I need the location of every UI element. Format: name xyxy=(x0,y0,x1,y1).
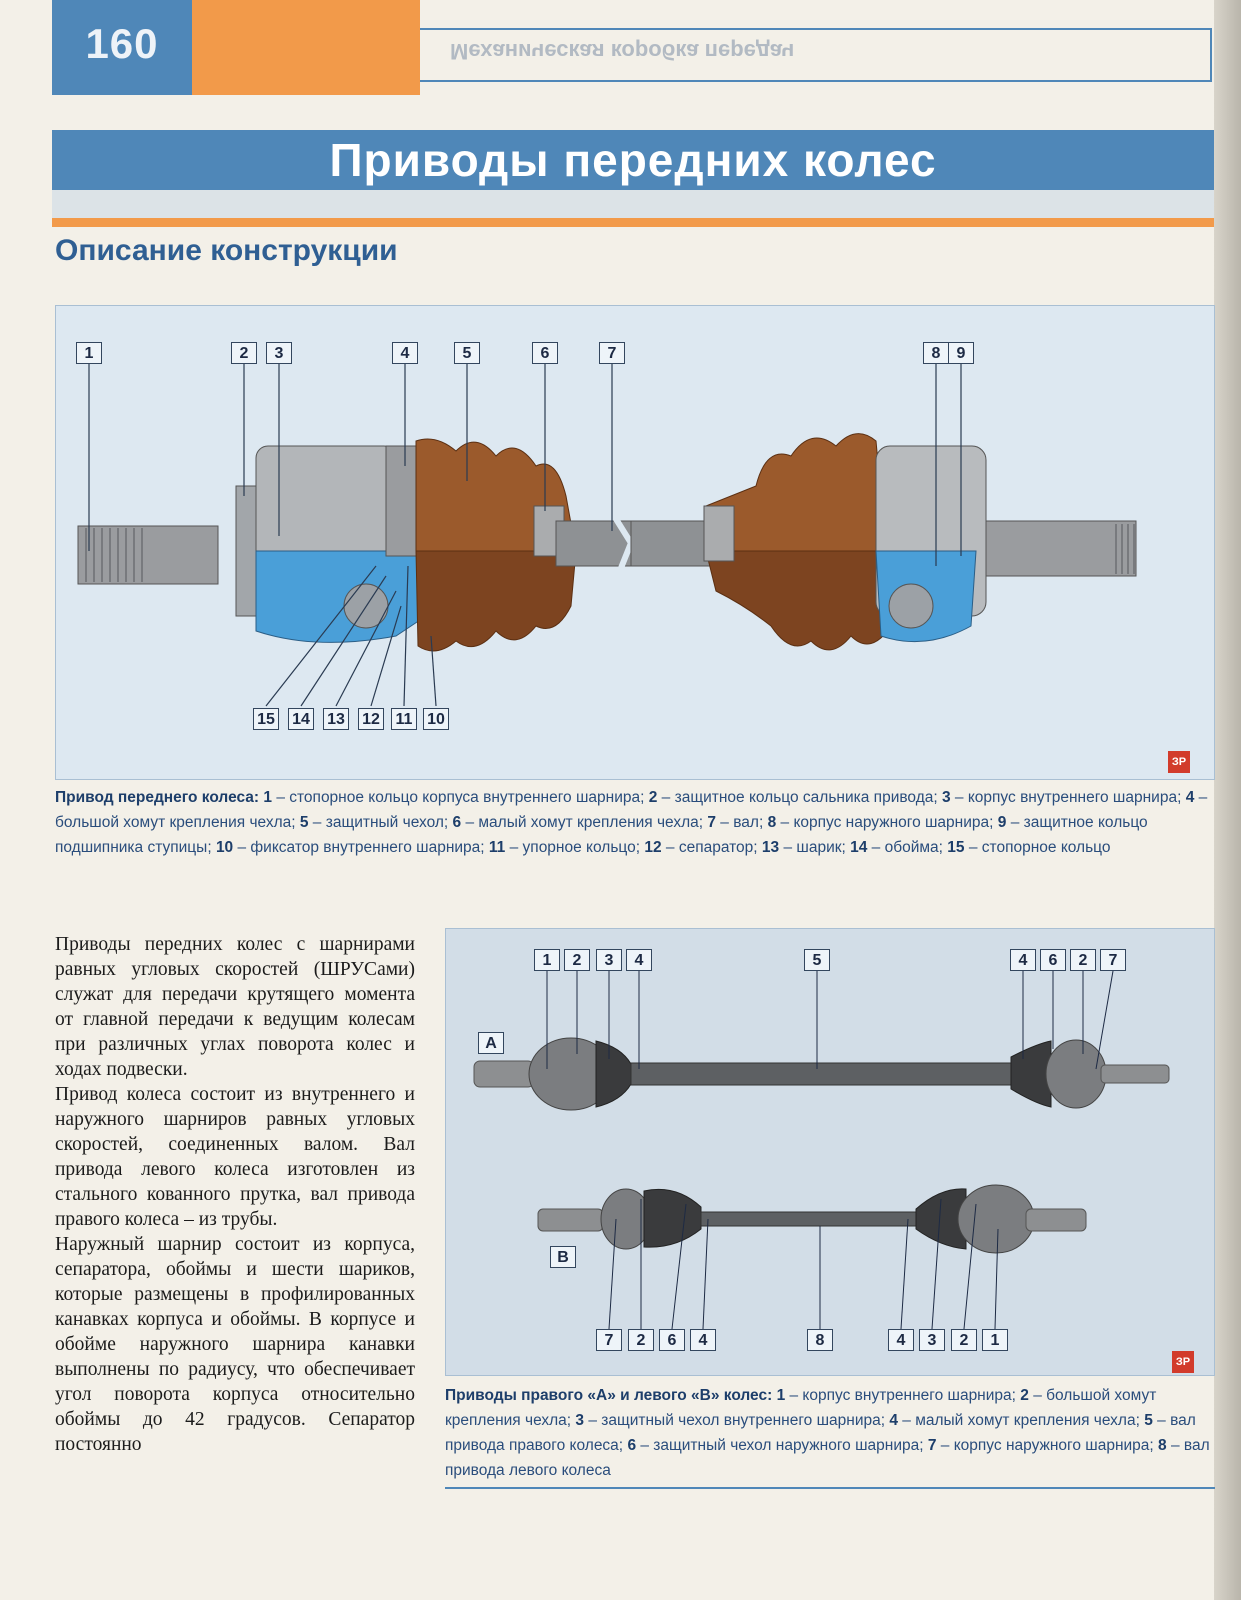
body-text xyxy=(55,932,415,1457)
paragraph-2: Привод колеса состоит из внутреннего и наружного шарниров равных угловых скоростей, соединенных валом. Вал привода левого колеса изготовлен из стального кованного прутка, вал привода правого колеса – из трубы. xyxy=(55,1084,415,1230)
callout-a-r2: 2 xyxy=(1070,949,1096,971)
cap1-item: 15 – стопорное кольцо xyxy=(947,839,1111,856)
callout-b-6: 6 xyxy=(659,1329,685,1351)
publisher-badge-1: ЗР xyxy=(1168,751,1190,773)
drive-shaft-illustration xyxy=(56,306,1214,779)
running-section-title: Механическая коробка передач xyxy=(450,39,795,64)
callout-a-4: 4 xyxy=(626,949,652,971)
shaft-a-outer-boot xyxy=(1011,1041,1051,1107)
cap1-item: 3 – корпус внутреннего шарнира; xyxy=(941,789,1182,806)
callout-11: 11 xyxy=(391,708,417,730)
callout-3: 3 xyxy=(266,342,292,364)
shaft-a-tube xyxy=(631,1063,1011,1085)
callout-7: 7 xyxy=(599,342,625,364)
caption2-lead: Приводы правого «А» и левого «В» колес: xyxy=(445,1387,773,1404)
shaft-b-outer-stub xyxy=(538,1209,603,1231)
caption1-lead: Привод переднего колеса: xyxy=(55,789,260,806)
cap1-item: 11 – упорное кольцо; xyxy=(488,839,641,856)
figure2-caption xyxy=(445,1383,1215,1483)
publisher-badge-2: ЗР xyxy=(1172,1351,1194,1373)
cap1-item: 5 – защитный чехол; xyxy=(299,814,449,831)
cap2-item: 4 – малый хомут крепления чехла; xyxy=(889,1412,1140,1429)
header-accent xyxy=(192,0,420,95)
inner-boot-bottom xyxy=(416,551,576,651)
cap1-item: 1 – стопорное кольцо корпуса внутреннего шарнира; xyxy=(263,789,645,806)
title-underband xyxy=(52,190,1214,218)
shaft-b-outer-boot xyxy=(644,1189,701,1247)
callout-6: 6 xyxy=(532,342,558,364)
cap2-item: 6 – защитный чехол наружного шарнира; xyxy=(627,1437,924,1454)
callout-a-r4: 4 xyxy=(1010,949,1036,971)
callout-15: 15 xyxy=(253,708,279,730)
outer-ball xyxy=(889,584,933,628)
shaft-a-inner-stub xyxy=(474,1061,534,1087)
page-title: Приводы передних колес xyxy=(329,134,937,186)
shaft-a-inner-boot xyxy=(596,1041,631,1107)
figure-drive-shafts-photo xyxy=(445,928,1215,1376)
callout-b-r2: 2 xyxy=(951,1329,977,1351)
inner-spline-stub xyxy=(78,526,218,584)
callout-a-1: 1 xyxy=(534,949,560,971)
cap2-item: 1 – корпус внутреннего шарнира; xyxy=(776,1387,1016,1404)
figure1-caption xyxy=(55,785,1215,860)
shaft-b-inner-stub xyxy=(1026,1209,1086,1231)
callout-b-r4: 4 xyxy=(888,1329,914,1351)
callout-a-r6: 6 xyxy=(1040,949,1066,971)
cap2-item: 8 – вал привода левого колеса xyxy=(445,1437,1210,1479)
callout-a-5: 5 xyxy=(804,949,830,971)
callout-b-8: 8 xyxy=(807,1329,833,1351)
shaft-b-inner-housing xyxy=(958,1185,1034,1253)
outer-spline-stub xyxy=(986,521,1136,576)
figure-front-drive-cutaway xyxy=(55,305,1215,780)
cap1-item: 10 – фиксатор внутреннего шарнира; xyxy=(215,839,485,856)
cap2-item: 7 – корпус наружного шарнира; xyxy=(927,1437,1154,1454)
inner-housing-cutaway xyxy=(256,551,426,642)
cap2-item: 3 – защитный чехол внутреннего шарнира; xyxy=(575,1412,886,1429)
cap1-item: 12 – сепаратор; xyxy=(644,839,758,856)
caption-rule xyxy=(445,1487,1215,1489)
subsection-heading: Описание конструкции xyxy=(55,234,398,267)
paragraph-1: Приводы передних колес с шарнирами равных угловых скоростей (ШРУСами) служат для передачи крутящего момента от главной передачи к ведущим колесам при различных углах поворота колес и ходах подвески. xyxy=(55,934,415,1080)
cap1-item: 6 – малый хомут крепления чехла; xyxy=(452,814,704,831)
cap1-item: 13 – шарик; xyxy=(761,839,846,856)
cap2-item: 2 – большой хомут крепления чехла; xyxy=(445,1387,1157,1429)
callout-4: 4 xyxy=(392,342,418,364)
cap2-item: 5 – вал привода правого колеса; xyxy=(445,1412,1196,1454)
cap1-item: 2 – защитное кольцо сальника привода; xyxy=(648,789,938,806)
page-edge-shadow xyxy=(1214,0,1241,1600)
paragraph-3: Наружный шарнир состоит из корпуса, сепаратора, обоймы и шести шариков, которые размещены в профилированных канавках корпуса и обоймы. В корпусе и обойме наружного шарнира канавки выполнены по радиусу, что обеспечивает угол поворота корпуса относительно обоймы до 42 градусов. Сепаратор постоянно xyxy=(55,1234,415,1455)
outer-boot-bottom xyxy=(706,551,891,650)
callout-12: 12 xyxy=(358,708,384,730)
callout-a-2: 2 xyxy=(564,949,590,971)
callout-a-3: 3 xyxy=(596,949,622,971)
cap1-item: 14 – обойма; xyxy=(850,839,943,856)
small-clamp-outer xyxy=(704,506,734,561)
cap1-item: 9 – защитное кольцо подшипника ступицы; xyxy=(55,814,1148,856)
callout-b-7: 7 xyxy=(596,1329,622,1351)
shaft-a-outer-stub xyxy=(1101,1065,1169,1083)
page-number: 160 xyxy=(85,20,159,67)
callout-10: 10 xyxy=(423,708,449,730)
callout-a-r7: 7 xyxy=(1100,949,1126,971)
title-orange-rule xyxy=(52,218,1214,227)
label-b: B xyxy=(550,1246,576,1268)
cap1-item: 7 – вал; xyxy=(707,814,764,831)
callout-b-2: 2 xyxy=(628,1329,654,1351)
callout-2: 2 xyxy=(231,342,257,364)
callout-b-r3: 3 xyxy=(919,1329,945,1351)
callout-1: 1 xyxy=(76,342,102,364)
shaft-b-bar xyxy=(701,1212,916,1226)
cap1-item: 4 – большой хомут крепления чехла; xyxy=(55,789,1208,831)
label-a: A xyxy=(478,1032,504,1054)
callout-5: 5 xyxy=(454,342,480,364)
callout-b-4: 4 xyxy=(690,1329,716,1351)
callout-9: 9 xyxy=(948,342,974,364)
shaft-right xyxy=(631,521,711,566)
shaft-a-outer-housing xyxy=(1046,1040,1106,1108)
callout-8: 8 xyxy=(923,342,949,364)
cap1-item: 8 – корпус наружного шарнира; xyxy=(767,814,994,831)
drive-shafts-illustration xyxy=(446,929,1214,1375)
callout-14: 14 xyxy=(288,708,314,730)
callout-b-r1: 1 xyxy=(982,1329,1008,1351)
callout-13: 13 xyxy=(323,708,349,730)
